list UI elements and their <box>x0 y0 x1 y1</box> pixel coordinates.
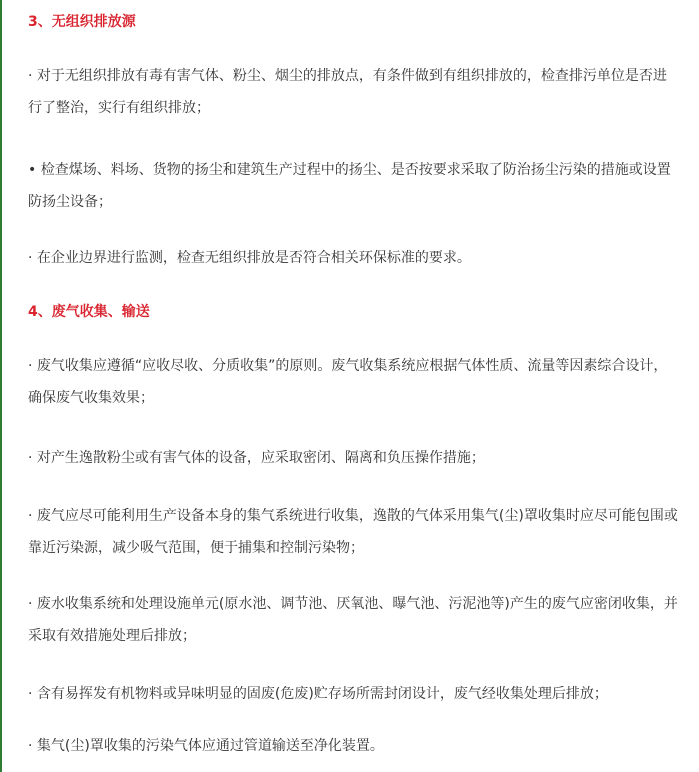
section-4-paragraph-4: · 废水收集系统和处理设施单元(原水池、调节池、厌氧池、曝气池、污泥池等)产生的废气应密闭收集，并采取有效措施处理后排放； <box>28 596 678 644</box>
section-4-paragraph-6: · 集气(尘)罩收集的污染气体应通过管道输送至净化装置。 <box>28 738 384 754</box>
section-3-heading: 3、无组织排放源 <box>28 14 136 30</box>
left-border-rule <box>0 0 2 772</box>
section-4-heading: 4、废气收集、输送 <box>28 304 150 320</box>
section-4-paragraph-5: · 含有易挥发有机物料或异味明显的固废(危废)贮存场所需封闭设计，废气经收集处理后排放； <box>28 686 608 702</box>
section-3-paragraph-2: • 检查煤场、料场、货物的扬尘和建筑生产过程中的扬尘、是否按要求采取了防治扬尘污染的措施或设置防扬尘设备； <box>28 162 671 210</box>
section-4-paragraph-3: · 废气应尽可能利用生产设备本身的集气系统进行收集，逸散的气体采用集气(尘)罩收集时应尽可能包围或靠近污染源，减少吸气范围，便于捕集和控制污染物； <box>28 508 678 556</box>
section-3-paragraph-3: · 在企业边界进行监测，检查无组织排放是否符合相关环保标准的要求。 <box>28 250 471 266</box>
section-4-paragraph-2: · 对产生逸散粉尘或有害气体的设备，应采取密闭、隔离和负压操作措施； <box>28 450 485 466</box>
section-4-paragraph-1: · 废气收集应遵循“应收尽收、分质收集”的原则。废气收集系统应根据气体性质、流量等因素综合设计，确保废气收集效果； <box>28 358 668 406</box>
section-3-paragraph-1: · 对于无组织排放有毒有害气体、粉尘、烟尘的排放点，有条件做到有组织排放的，检查排污单位是否进行了整治，实行有组织排放； <box>28 68 667 116</box>
